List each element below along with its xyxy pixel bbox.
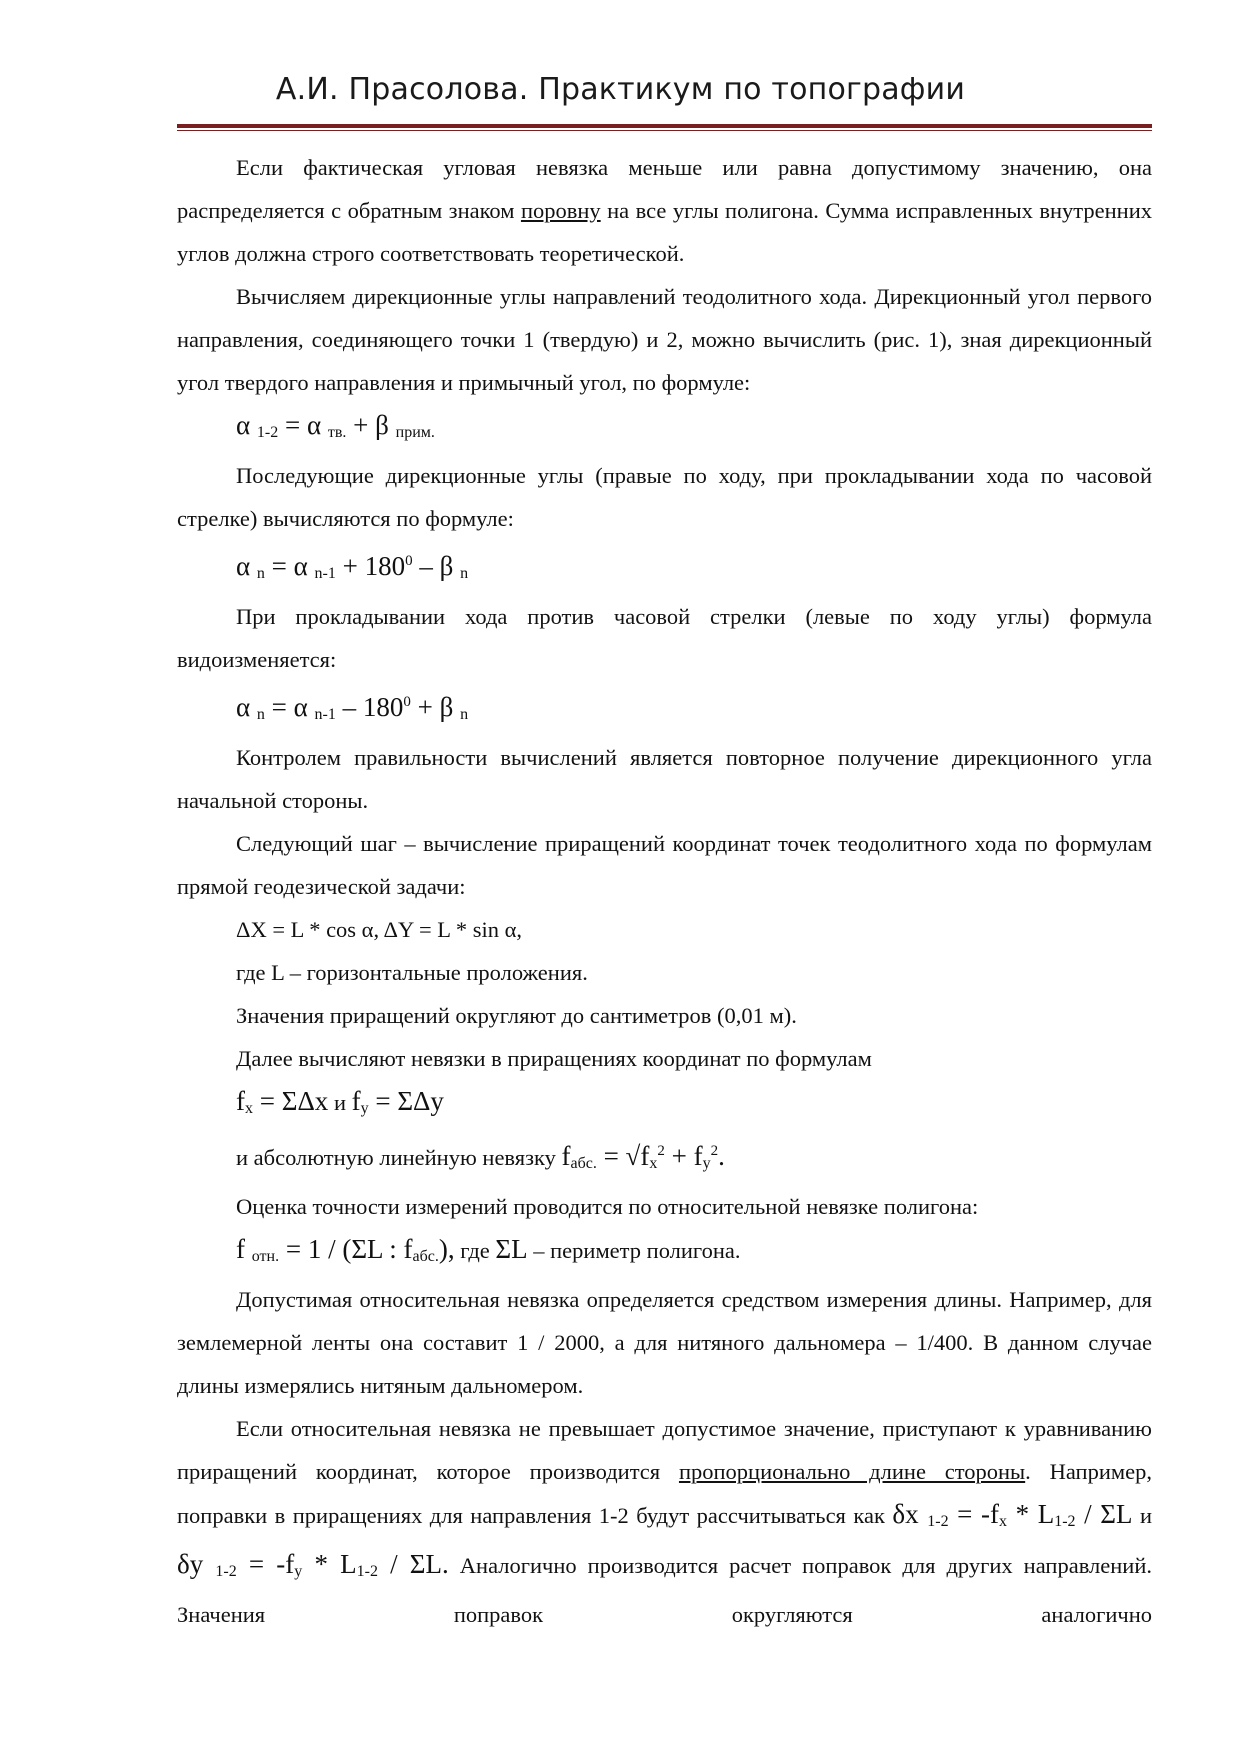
paragraph-adjustment: Если относительная невязка не превышает допустимое значение, приступают к уравниванию приращений координат, которое производится пропорционально длине стороны. Например, поправки в приращениях для направления 1-2 будут рассчитываться как δx 1-2 = -fx * L1-2 / ΣL и δy 1-2 = -fy * L1-2 / ΣL. Аналогично производится расчет поправок для других направлений. Значения поправок округляются аналогично: [177, 1416, 1153, 1627]
formula-clockwise: α n = α $n-1 + 180^0 - \beta$ n: [236, 551, 469, 582]
formula-relative-misclosure: f отн. = 1 / (ΣL : fабс.), где ΣL – периметр полигона.: [236, 1234, 741, 1265]
page-header-title: А.И. Прасолова. Практикум по топографии: [275, 72, 966, 107]
formula-misclosure-sums: fx = ΣΔx и fy = ΣΔy: [236, 1086, 444, 1117]
line-accuracy: Оценка точности измерений проводится по относительной невязке полигона:: [236, 1194, 979, 1219]
formula-first-direction: α 1-2 = α тв. + β прим.: [236, 410, 435, 441]
underlined-term: пропорционально длине стороны: [678, 1459, 1026, 1484]
formula-increments: ΔX = L * cos α, ΔY = L * sin α,: [236, 917, 523, 942]
line-horizontal-distances: где L – горизонтальные проложения.: [236, 960, 588, 985]
paragraph-counterclockwise: При прокладывании хода против часовой стрелки (левые по ходу углы) формула видоизменяется:: [177, 604, 1152, 672]
header-rule-thick: [177, 124, 1152, 128]
header-rule-thin: [177, 130, 1152, 131]
formula-absolute-misclosure: и абсолютную линейную невязку fабс. = $√fx^2 + fy^2$.: [236, 1141, 725, 1172]
formula-counterclockwise: α n = α $n-1 - 180^0 + \beta$ n: [236, 692, 469, 723]
paragraph-control: Контролем правильности вычислений является повторное получение дирекционного угла начальной стороны.: [177, 745, 1152, 813]
underlined-term: поровну: [520, 198, 601, 223]
line-rounding: Значения приращений округляют до сантиметров (0,01 м).: [236, 1003, 797, 1028]
line-misclosures: Далее вычисляют невязки в приращениях координат по формулам: [236, 1046, 872, 1071]
page-body: [177, 146, 1152, 1636]
paragraph-allowable-misclosure: Допустимая относительная невязка определяется средством измерения длины. Например, для землемерной ленты она составит 1 / 2000, а для нитяного дальномера – 1/400. В данном случае длины измерялись нитяным дальномером.: [177, 1287, 1152, 1398]
paragraph-angular-misclosure: Если фактическая угловая невязка меньше или равна допустимому значению, она распределяется с обратным знаком поровну на все углы полигона. Сумма исправленных внутренних углов должна строго соответствовать теоретической.: [177, 155, 1152, 266]
paragraph-coordinate-increments: Следующий шаг – вычисление приращений координат точек теодолитного хода по формулам прямой геодезической задачи:: [177, 831, 1152, 899]
paragraph-right-angles: Последующие дирекционные углы (правые по ходу, при прокладывании хода по часовой стрелке) вычисляются по формуле:: [177, 463, 1152, 531]
paragraph-directional-angles: Вычисляем дирекционные углы направлений теодолитного хода. Дирекционный угол первого направления, соединяющего точки 1 (твердую) и 2, можно вычислить (рис. 1), зная дирекционный угол твердого направления и примычный угол, по формуле:: [177, 284, 1152, 395]
